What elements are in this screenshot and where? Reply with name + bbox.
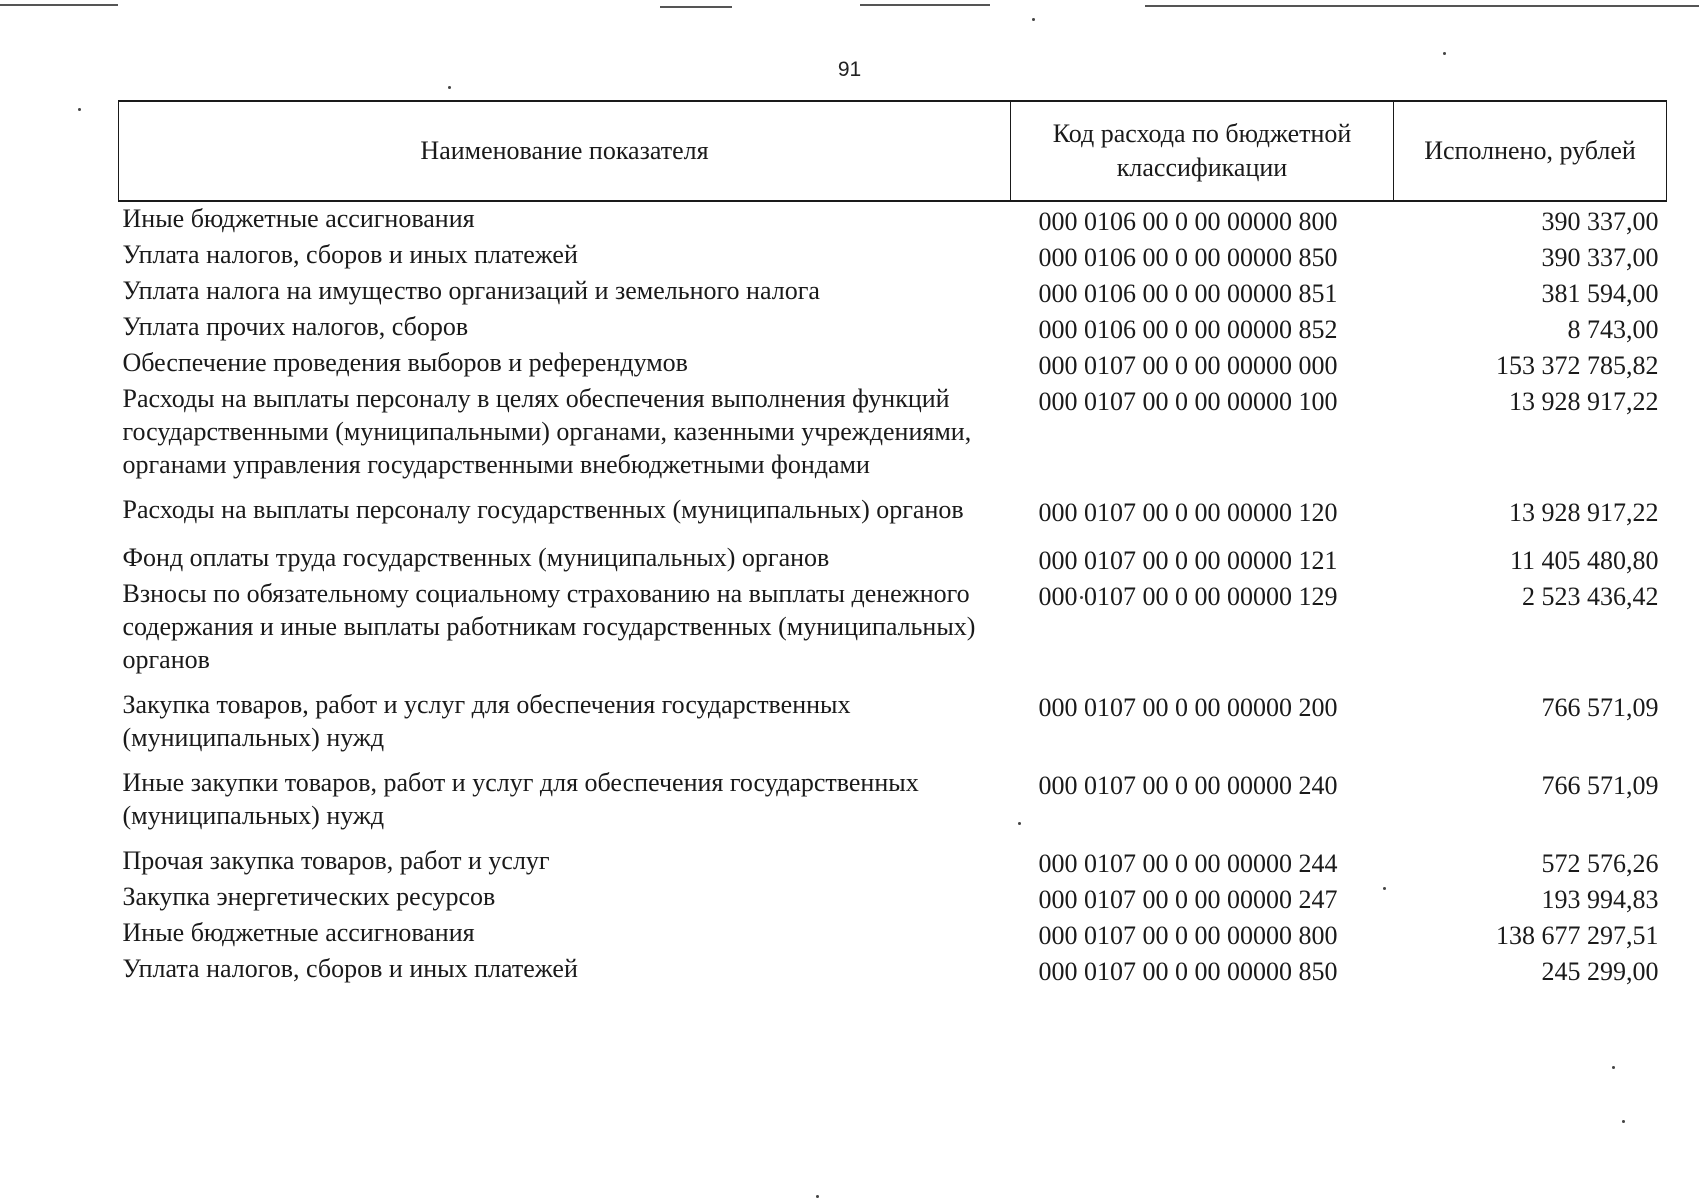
row-name: Расходы на выплаты персоналу государственных (муниципальных) органов xyxy=(122,495,964,524)
row-amount: 193 994,83 xyxy=(1541,885,1659,914)
row-amount: 13 928 917,22 xyxy=(1509,387,1659,416)
scan-speck xyxy=(1443,52,1446,55)
table-row xyxy=(119,844,1667,880)
row-name: Фонд оплаты труда государственных (муниципальных) органов xyxy=(122,543,830,572)
table-header xyxy=(119,101,1667,201)
row-code: 000 0107 00 0 00 00000 247 xyxy=(1038,885,1338,914)
table-row xyxy=(119,688,1667,766)
row-code: 000 0107 00 0 00 00000 129 xyxy=(1038,582,1338,611)
scan-speck xyxy=(1032,18,1035,21)
table-row xyxy=(119,952,1667,988)
budget-execution-table xyxy=(118,100,1667,988)
row-code: 000 0107 00 0 00 00000 120 xyxy=(1038,498,1338,527)
row-code: 000 0107 00 0 00 00000 121 xyxy=(1038,546,1338,575)
row-amount: 2 523 436,42 xyxy=(1522,582,1659,611)
row-amount: 11 405 480,80 xyxy=(1509,546,1659,575)
table-row xyxy=(119,916,1667,952)
row-name: Уплата налогов, сборов и иных платежей xyxy=(122,954,578,983)
row-amount: 138 677 297,51 xyxy=(1496,921,1659,950)
table-row xyxy=(119,274,1667,310)
page-number: 91 xyxy=(837,58,862,81)
table-body xyxy=(119,201,1667,988)
row-code: 000 0106 00 0 00 00000 800 xyxy=(1038,207,1338,236)
row-code: 000 0107 00 0 00 00000 240 xyxy=(1038,771,1338,800)
row-code: 000 0107 00 0 00 00000 850 xyxy=(1038,957,1338,986)
row-amount: 381 594,00 xyxy=(1541,279,1659,308)
row-amount: 390 337,00 xyxy=(1541,243,1659,272)
row-name: Иные закупки товаров, работ и услуг для обеспечения государственных (муниципальных) нужд xyxy=(122,768,919,830)
scan-speck xyxy=(1612,1066,1615,1069)
scan-speck xyxy=(78,108,81,111)
row-name: Прочая закупка товаров, работ и услуг xyxy=(122,846,550,875)
table-row xyxy=(119,201,1667,238)
row-code: 000 0106 00 0 00 00000 852 xyxy=(1038,315,1338,344)
row-code: 000 0107 00 0 00 00000 800 xyxy=(1038,921,1338,950)
scan-speck xyxy=(1622,1120,1625,1123)
row-code: 000 0106 00 0 00 00000 850 xyxy=(1038,243,1338,272)
scan-speck xyxy=(816,1195,819,1198)
table-row xyxy=(119,493,1667,541)
budget-execution-table-container xyxy=(118,100,1666,988)
row-name: Закупка товаров, работ и услуг для обеспечения государственных (муниципальных) нужд xyxy=(122,690,851,752)
row-amount: 153 372 785,82 xyxy=(1496,351,1659,380)
row-amount: 13 928 917,22 xyxy=(1509,498,1659,527)
scan-speck xyxy=(448,86,451,89)
row-code: 000 0107 00 0 00 00000 200 xyxy=(1038,693,1338,722)
table-row xyxy=(119,577,1667,688)
header-indicator-name: Наименование показателя xyxy=(119,101,1011,201)
row-code: 000 0107 00 0 00 00000 100 xyxy=(1038,387,1338,416)
row-amount: 572 576,26 xyxy=(1541,849,1659,878)
row-name: Закупка энергетических ресурсов xyxy=(122,882,496,911)
table-row xyxy=(119,880,1667,916)
scan-top-edge xyxy=(0,0,1699,12)
row-code: 000 0106 00 0 00 00000 851 xyxy=(1038,279,1338,308)
row-amount: 245 299,00 xyxy=(1541,957,1659,986)
row-name: Взносы по обязательному социальному страхованию на выплаты денежного содержания и иные выплаты работникам государственных (муниципальных) органов xyxy=(122,579,976,674)
table-row xyxy=(119,766,1667,844)
row-amount: 390 337,00 xyxy=(1541,207,1659,236)
row-name: Расходы на выплаты персоналу в целях обеспечения выполнения функций государственными (муниципальными) органами, казенными учреждениями, органами управления государственными внебюджетными фондами xyxy=(122,384,972,479)
row-code: 000 0107 00 0 00 00000 000 xyxy=(1038,351,1338,380)
row-amount: 8 743,00 xyxy=(1567,315,1659,344)
row-code: 000 0107 00 0 00 00000 244 xyxy=(1038,849,1338,878)
row-name: Иные бюджетные ассигнования xyxy=(122,918,475,947)
row-name: Уплата прочих налогов, сборов xyxy=(122,312,469,341)
header-budget-code: Код расхода по бюджетной классификации xyxy=(1011,101,1394,201)
row-name: Уплата налогов, сборов и иных платежей xyxy=(122,240,578,269)
header-row xyxy=(119,101,1667,201)
table-row xyxy=(119,346,1667,382)
header-executed-amount: Исполнено, рублей xyxy=(1394,101,1667,201)
row-name: Иные бюджетные ассигнования xyxy=(122,204,475,233)
row-name: Уплата налога на имущество организаций и земельного налога xyxy=(122,276,820,305)
table-row xyxy=(119,310,1667,346)
table-row xyxy=(119,382,1667,493)
row-amount: 766 571,09 xyxy=(1541,693,1659,722)
row-name: Обеспечение проведения выборов и референдумов xyxy=(122,348,688,377)
row-amount: 766 571,09 xyxy=(1541,771,1659,800)
table-row xyxy=(119,238,1667,274)
table-row xyxy=(119,541,1667,577)
